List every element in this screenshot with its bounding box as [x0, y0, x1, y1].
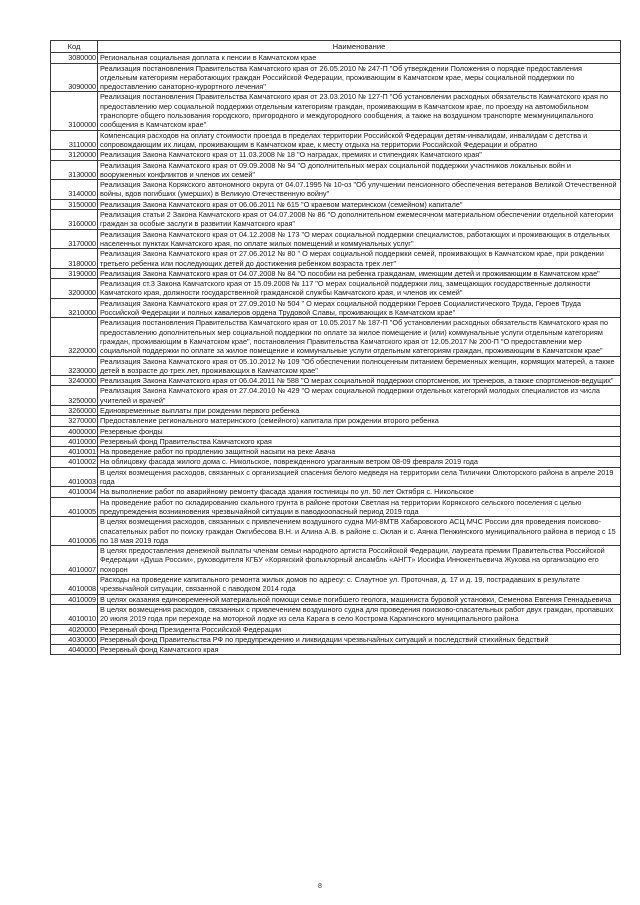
table-row [51, 160, 621, 180]
row-name: Резервный фонд Камчатского края [98, 645, 621, 655]
row-code: 4010003 [51, 467, 98, 487]
row-code: 3170000 [51, 229, 98, 249]
row-code: 3220000 [51, 318, 98, 356]
row-name: Реализация постановления Правительства Камчатского края от 26.05.2010 № 247-П "Об утверждении Положения о порядке предоставления отдельным категориям неработающих граждан Российской Федерации, проживающим в Камчатском крае, меры социальной поддержки по предоставлению санаторно-курортного лечения" [98, 63, 621, 92]
table-body [51, 53, 621, 655]
table-header-row [51, 41, 621, 53]
row-code: 4010004 [51, 487, 98, 497]
table-row [51, 575, 621, 595]
table-row [51, 150, 621, 160]
row-name: Реализация Закона Камчатского края от 27.09.2010 № 504 " О мерах социальной поддержки Героев Социалистического Труда, Героев Труда Российской Федерации и полных кавалеров ордена Трудовой Славы, проживающих в Камчатском крае" [98, 298, 621, 318]
table-row [51, 53, 621, 63]
row-name: Реализация Закона Камчатского края от 09.09.2008 № 94 "О дополнительных мерах социальной поддержки участников локальных войн и вооруженных конфликтов и членов их семей" [98, 160, 621, 180]
table-row [51, 436, 621, 446]
row-code: 4010010 [51, 604, 98, 624]
header-name: Наименование [98, 41, 621, 53]
table-row [51, 594, 621, 604]
row-code: 4010007 [51, 546, 98, 575]
row-code: 3150000 [51, 199, 98, 209]
row-code: 4030000 [51, 634, 98, 644]
row-code: 3240000 [51, 376, 98, 386]
row-name: В целях предоставления денежной выплаты членам семьи народного артиста Российской Федерации, лауреата премии Правительства Российской Федерации «Душа России», руководителя КГБУ «Корякский фольклорный ансамбль «АНГТ» Иосифа Иннокентьевича Жукова на организацию его похорон [98, 546, 621, 575]
row-code: 3180000 [51, 249, 98, 269]
row-name: На проведение работ по продлению защитной насыпи на реке Авача [98, 447, 621, 457]
table-row [51, 199, 621, 209]
header-code: Код [51, 41, 98, 53]
row-name: Реализация Закона Корякского автономного округа от 04.07.1995 № 10-оз "Об улучшении пенсионного обеспечения ветеранов Великой Отечественной войны, вдов погибших (умерших) в Великую Отечественную войну" [98, 180, 621, 200]
row-code: 4010001 [51, 447, 98, 457]
row-name: В целях оказания единовременной материальной помощи семье погибшего геолога, машиниста буровой установки, Семенова Евгения Геннадьевича [98, 594, 621, 604]
row-code: 3120000 [51, 150, 98, 160]
table-row [51, 249, 621, 269]
row-name: Предоставление регионального материнского (семейного) капитала при рождении второго ребенка [98, 416, 621, 426]
table-row [51, 130, 621, 150]
table-row [51, 517, 621, 546]
row-name: Реализация Закона Камчатского края от 27.06.2012 № 80 " О мерах социальной поддержки семей, проживающих в Камчатском крае, при рождении третьего ребенка или последующих детей до достижения ребенком возраста трех лет" [98, 249, 621, 269]
table-row [51, 645, 621, 655]
row-code: 4010009 [51, 594, 98, 604]
table-row [51, 376, 621, 386]
row-name: В целях возмещения расходов, связанных с привлечением воздушного судна для проведения поисково-спасательных работ двух граждан, пропавших 20 июля 2019 года при переходе на моторной лодке из села Карага в село Кострома Карагинского муниципального района [98, 604, 621, 624]
row-code: 3270000 [51, 416, 98, 426]
row-name: Реализация Закона Камчатского края от 06.06.2011 № 615 "О краевом материнском (семейном) капитале" [98, 199, 621, 209]
row-code: 3160000 [51, 210, 98, 230]
row-code: 3200000 [51, 279, 98, 299]
table-row [51, 405, 621, 415]
row-name: В целях возмещения расходов, связанных с привлечением воздушного судна МИ-8МТВ Хабаровского АСЦ МЧС России для проведения поисково-спасательных работ по поиску граждан Ожгибесова В.Н. и Алина А.В. в районе с. Оклан и с. Аянка Пенжинского муниципального района в период с 15 по 18 мая 2019 года [98, 517, 621, 546]
row-code: 4010008 [51, 575, 98, 595]
row-code: 3140000 [51, 180, 98, 200]
row-code: 4010006 [51, 517, 98, 546]
table-row [51, 416, 621, 426]
table-row [51, 92, 621, 130]
row-name: Реализация Закона Камчатского края от 04.12.2008 № 173 "О мерах социальной поддержки специалистов, работающих и проживающих в отдельных населенных пунктах Камчатского края, по оплате жилых помещений и коммунальных услуг" [98, 229, 621, 249]
row-code: 4000000 [51, 426, 98, 436]
row-name: Резервные фонды [98, 426, 621, 436]
row-name: Резервный фонд Правительства Камчатского края [98, 436, 621, 446]
classification-table [50, 40, 621, 655]
table-row [51, 487, 621, 497]
row-code: 3190000 [51, 268, 98, 278]
table-row [51, 426, 621, 436]
row-code: 4040000 [51, 645, 98, 655]
row-name: Реализация Закона Камчатского края от 11.03.2008 № 18 "О наградах, премиях и стипендиях Камчатского края" [98, 150, 621, 160]
row-name: Реализация статьи 2 Закона Камчатского края от 04.07.2008 № 86 "О дополнительном ежемесячном материальном обеспечении отдельной категории граждан за особые заслуги в развитии Камчатского края" [98, 210, 621, 230]
row-name: Реализация Закона Камчатского края от 27.04.2010 № 429 "О мерах социальной поддержки отдельных категорий молодых специалистов из числа учителей и врачей" [98, 386, 621, 406]
row-code: 3260000 [51, 405, 98, 415]
row-name: Резервный фонд Президента Российской Федерации [98, 624, 621, 634]
row-code: 3130000 [51, 160, 98, 180]
row-name: Реализация Закона Камчатского края от 04.07.2008 № 84 "О пособии на ребенка гражданам, имеющим детей и проживающим в Камчатском крае" [98, 268, 621, 278]
row-code: 3210000 [51, 298, 98, 318]
row-code: 4020000 [51, 624, 98, 634]
row-code: 4010002 [51, 457, 98, 467]
row-name: Региональная социальная доплата к пенсии в Камчатском крае [98, 53, 621, 63]
row-name: На выполнение работ по аварийному ремонту фасада здания гостиницы по ул. 50 лет Октября с. Никольское [98, 487, 621, 497]
row-code: 3110000 [51, 130, 98, 150]
row-name: Реализация Закона Камчатского края от 06.04.2011 № 588 "О мерах социальной поддержки спортсменов, их тренеров, а также спортсменов-ведущих" [98, 376, 621, 386]
row-code: 3100000 [51, 92, 98, 130]
table-row [51, 497, 621, 517]
row-name: На облицовку фасада жилого дома с. Никольское, поврежденного ураганным ветром 08-09 февраля 2019 года [98, 457, 621, 467]
row-name: Расходы на проведение капитального ремонта жилых домов по адресу: с. Слаутное ул. Проточная, д. 17 и д. 19, пострадавших в результате чрезвычайной ситуации, связанной с паводком 2014 года [98, 575, 621, 595]
table-row [51, 624, 621, 634]
row-name: Реализация постановления Правительства Камчатского края от 10.05.2017 № 187-П "Об установлении расходных обязательств Камчатского края по предоставлению дополнительных мер социальной поддержки по оплате за жилое помещение и (или) коммунальные услуги отдельным категориям граждан, проживающим в Камчатском крае", постановления Правительства Камчатского края от 12.05.2017 № 200-П "О предоставлении мер социальной поддержки по оплате за жилое помещение и коммунальные услуги отдельным категориям граждан, проживающим в Камчатском крае" [98, 318, 621, 356]
row-code: 4010000 [51, 436, 98, 446]
table-row [51, 279, 621, 299]
table-row [51, 634, 621, 644]
row-name: Реализация постановления Правительства Камчатского края от 23.03.2010 № 127-П "Об установлении расходных обязательств Камчатского края по предоставлению мер социальной поддержки отдельным категориям граждан, проживающим в Камчатском крае, по проезду на автомобильном транспорте общего пользования городского, пригородного и междугородного сообщения, а также на воздушном транспорте межмуниципального сообщения в Камчатском крае" [98, 92, 621, 130]
table-row [51, 210, 621, 230]
table-row [51, 546, 621, 575]
row-name: Реализация Закона Камчатского края от 05.10.2012 № 109 "Об обеспечении полноценным питанием беременных женщин, кормящих матерей, а также детей в возрасте до трех лет, проживающих в Камчатском крае" [98, 356, 621, 376]
table-row [51, 298, 621, 318]
row-name: Резервный фонд Правительства РФ по предупреждению и ликвидации чрезвычайных ситуаций и последствий стихийных бедствий [98, 634, 621, 644]
row-name: Реализация ст.3 Закона Камчатского края от 15.09.2008 № 117 "О мерах социальной поддержки лиц, замещающих государственные должности Камчатского края, должности государственной гражданской службы Камчатского края, и членов их семей" [98, 279, 621, 299]
page-number: 8 [318, 883, 322, 890]
row-name: Единовременные выплаты при рождении первого ребенка [98, 405, 621, 415]
row-code: 3080000 [51, 53, 98, 63]
row-name: Компенсация расходов на оплату стоимости проезда в пределах территории Российской Федерации детям-инвалидам, инвалидам с детства и сопровождающим их лицам, проживающим в Камчатском крае, к месту отдыха на территории Российской Федерации и обратно [98, 130, 621, 150]
row-code: 3090000 [51, 63, 98, 92]
table-row [51, 180, 621, 200]
table-row [51, 356, 621, 376]
row-code: 4010005 [51, 497, 98, 517]
table-row [51, 268, 621, 278]
row-name: В целях возмещения расходов, связанных с организацией спасения белого медведя на территории села Тиличики Олюторского района в апреле 2019 года [98, 467, 621, 487]
table-row [51, 447, 621, 457]
table-row [51, 604, 621, 624]
row-code: 3230000 [51, 356, 98, 376]
table-row [51, 467, 621, 487]
table-row [51, 386, 621, 406]
table-row [51, 457, 621, 467]
row-code: 3250000 [51, 386, 98, 406]
classification-table-container [50, 40, 620, 655]
table-row [51, 63, 621, 92]
row-name: На проведение работ по складированию скального грунта в районе протоки Светлая на территории Корякского сельского поселения с целью предупреждения возникновения чрезвычайной ситуации в паводкоопасный период 2019 года [98, 497, 621, 517]
table-row [51, 229, 621, 249]
table-row [51, 318, 621, 356]
